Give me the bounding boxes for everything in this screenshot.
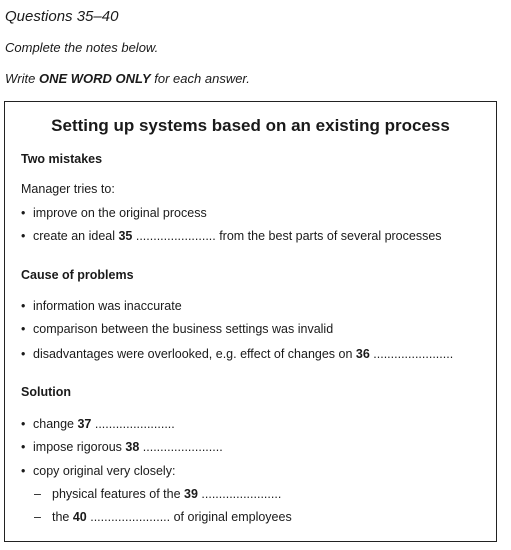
bullet-icon: •: [21, 322, 26, 336]
bullet-icon: •: [21, 299, 26, 313]
instruction-suffix: for each answer.: [150, 71, 250, 86]
answer-blank-37[interactable]: .......................: [91, 417, 175, 431]
question-number-36: 36: [355, 347, 370, 361]
list-item-text: disadvantages were overlooked, e.g. effect of changes on: [33, 347, 356, 361]
questions-heading: Questions 35–40: [5, 8, 119, 25]
list-item: [21, 322, 333, 336]
list-item-text: impose rigorous: [33, 440, 126, 454]
list-item: [21, 347, 453, 361]
bullet-icon: •: [21, 229, 26, 243]
list-item: [21, 440, 223, 454]
dash-icon: –: [34, 510, 41, 524]
section-heading-cause-of-problems: Cause of problems: [21, 268, 134, 282]
list-item-text: improve on the original process: [33, 206, 207, 220]
bullet-icon: •: [21, 206, 26, 220]
bullet-icon: •: [21, 440, 26, 454]
list-item: [21, 417, 175, 431]
list-item-text: copy original very closely:: [33, 464, 176, 478]
sub-list-item-text: physical features of the: [52, 487, 185, 501]
instruction-word-limit: [5, 71, 250, 86]
bullet-icon: •: [21, 417, 26, 431]
sub-list-item: [34, 487, 281, 501]
answer-blank-36[interactable]: .......................: [369, 347, 454, 361]
sub-list-item-text: the: [52, 510, 73, 524]
answer-blank-38[interactable]: .......................: [139, 440, 223, 454]
notes-box: [4, 101, 497, 542]
dash-icon: –: [34, 487, 41, 501]
list-item: [21, 206, 207, 220]
section-heading-solution: Solution: [21, 385, 71, 399]
list-item: [21, 299, 182, 313]
list-item-text: information was inaccurate: [33, 299, 182, 313]
list-item-text: change: [33, 417, 78, 431]
sub-list-item: [34, 510, 292, 524]
list-item-text: comparison between the business settings was invalid: [33, 322, 334, 336]
instruction-prefix: Write: [5, 71, 39, 86]
question-number-38: 38: [125, 440, 140, 454]
notes-title: Setting up systems based on an existing process: [51, 116, 450, 135]
question-number-39: 39: [184, 487, 198, 501]
list-item-text: create an ideal: [33, 229, 119, 243]
question-number-37: 37: [77, 417, 92, 431]
section-heading-two-mistakes: Two mistakes: [21, 152, 103, 166]
question-number-40: 40: [72, 510, 87, 524]
instruction-word-limit-emphasis: ONE WORD ONLY: [38, 71, 151, 86]
bullet-icon: •: [21, 464, 26, 478]
list-item: [21, 229, 442, 243]
answer-blank-39[interactable]: .......................: [197, 487, 282, 501]
bullet-icon: •: [21, 347, 26, 361]
answer-blank-35[interactable]: ....................... from the best parts of several processes: [132, 229, 442, 243]
list-item: [21, 464, 175, 478]
answer-blank-40[interactable]: ....................... of original employees: [86, 510, 292, 524]
mistakes-intro: Manager tries to:: [21, 182, 115, 196]
instruction-complete-notes: Complete the notes below.: [5, 40, 159, 55]
question-number-35: 35: [118, 229, 133, 243]
